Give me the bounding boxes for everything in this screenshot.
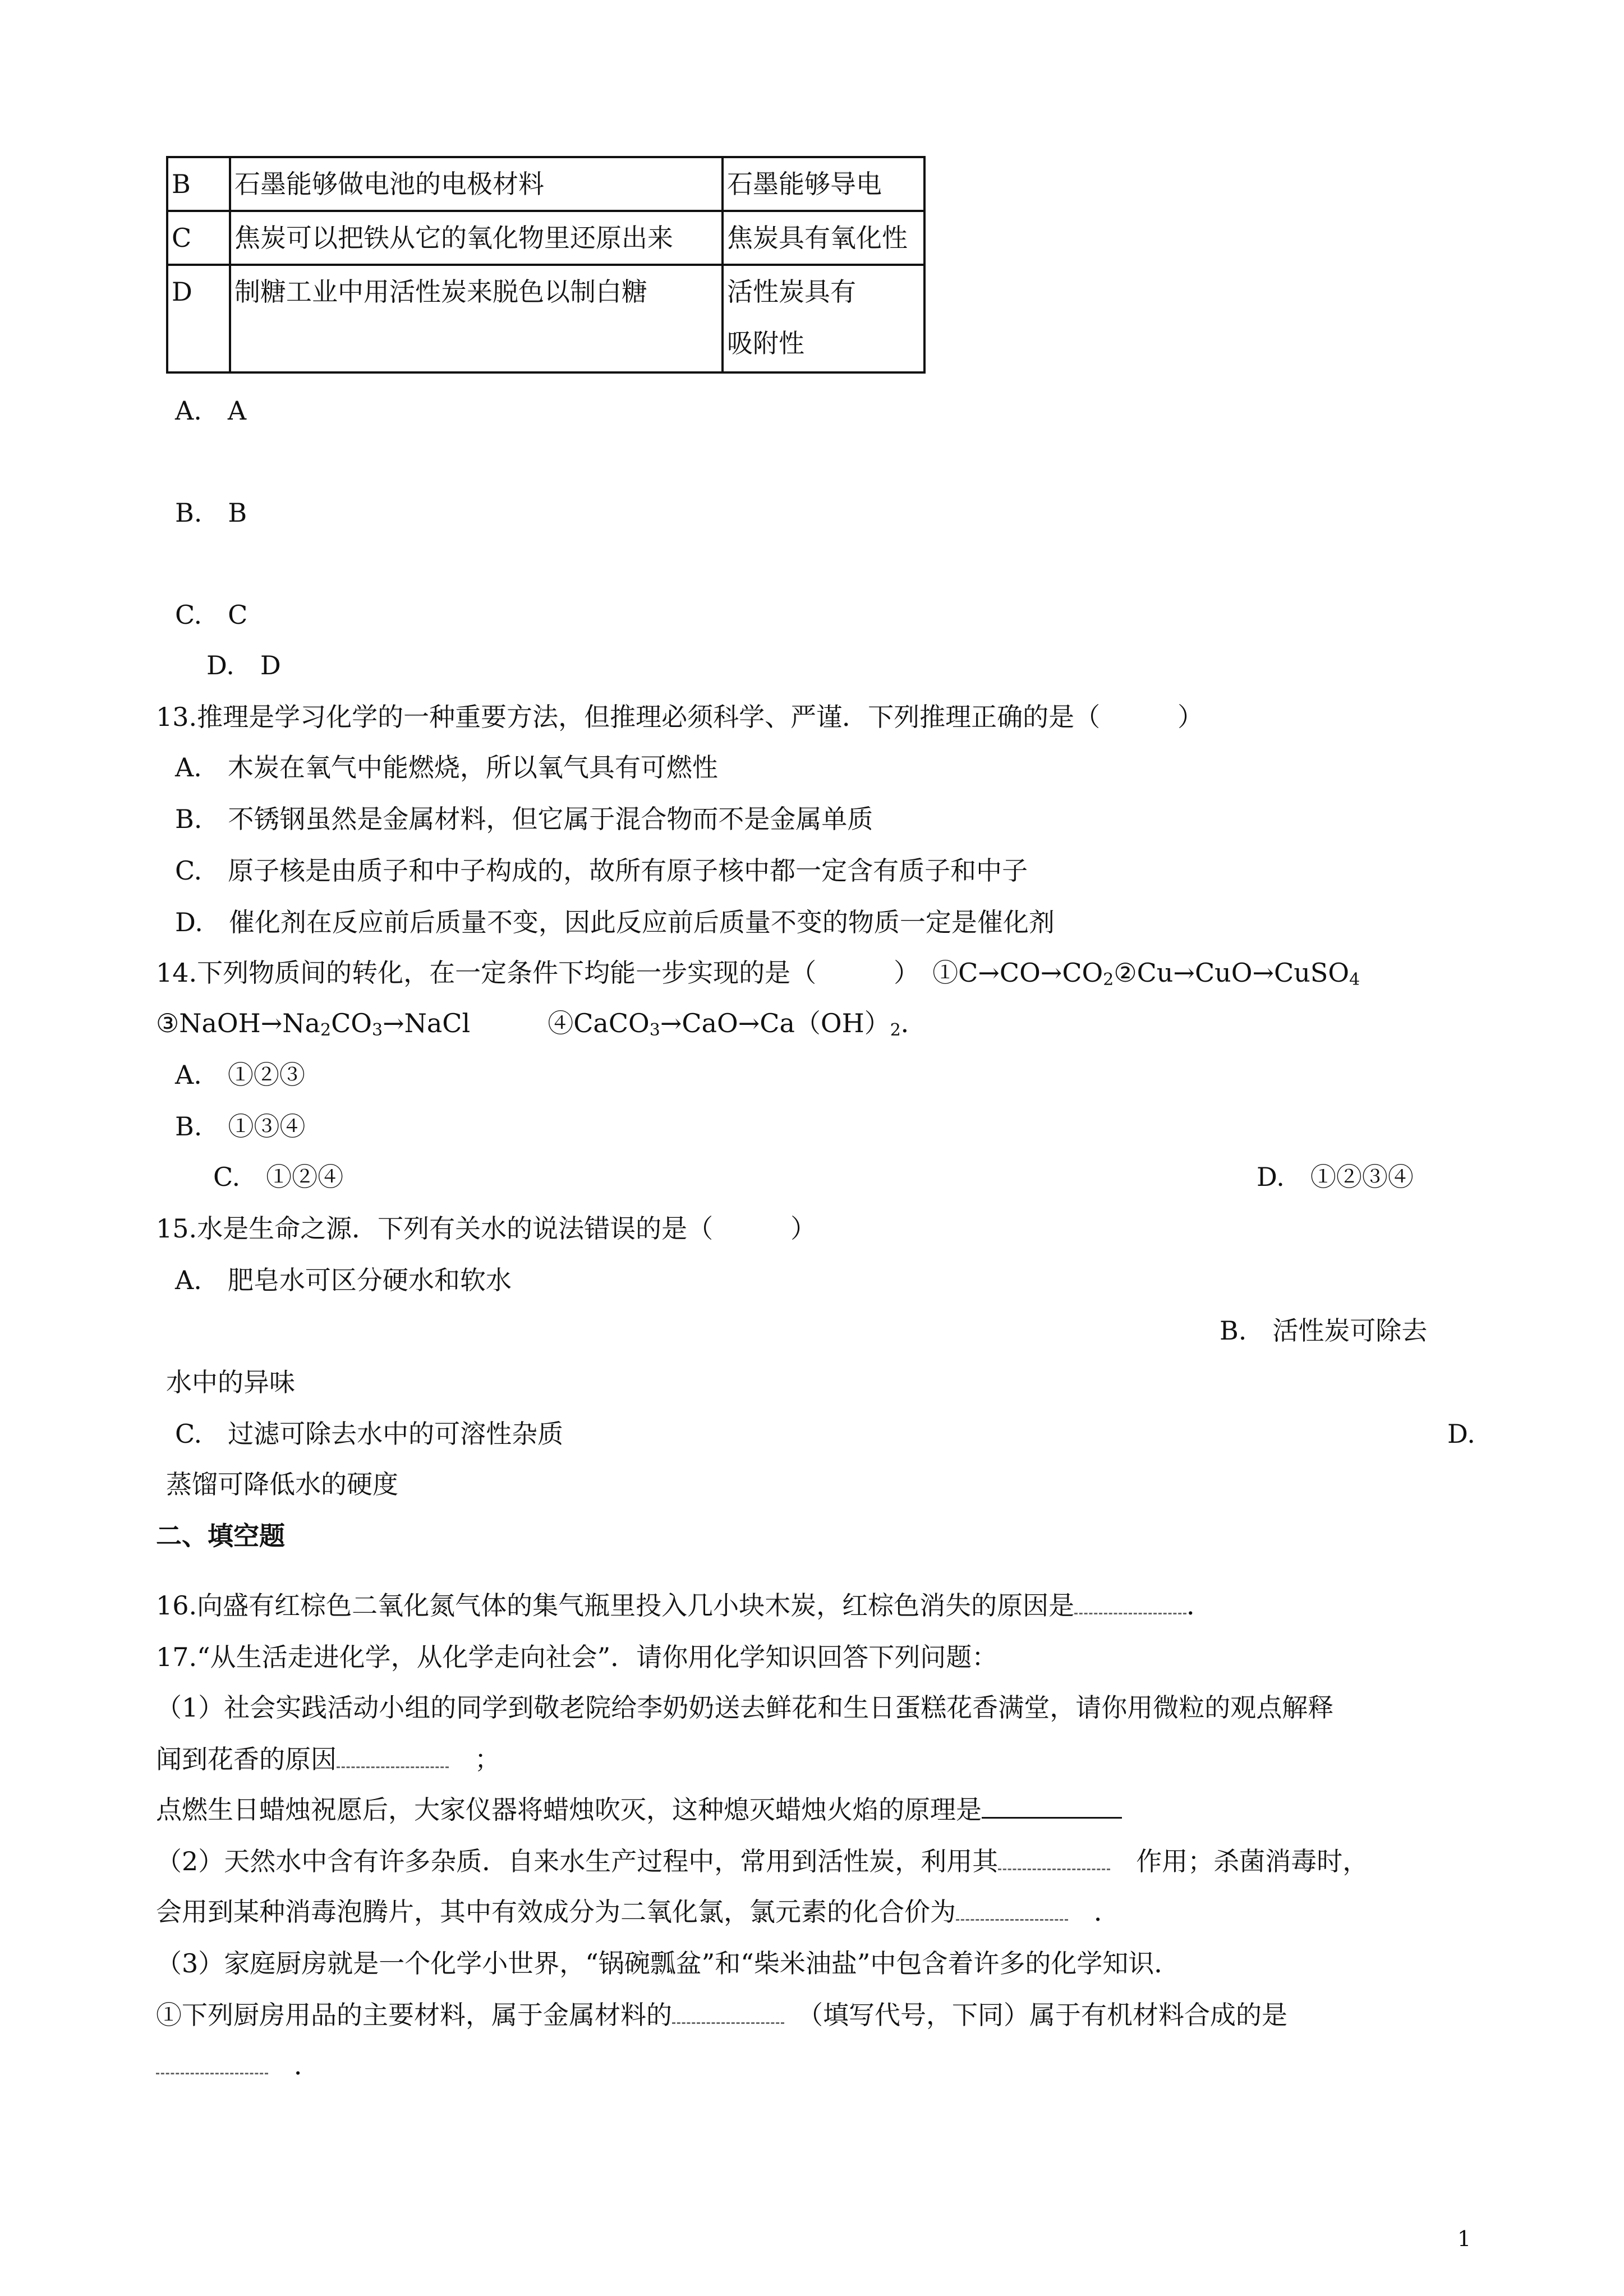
q14-option-b: B. ①③④ [175, 1111, 306, 1142]
formula-text: ． [900, 1008, 927, 1038]
q12-option-a: A. A [175, 395, 247, 426]
answer-blank[interactable] [956, 1919, 1068, 1921]
q14-stem-line2 [156, 1009, 927, 1041]
q15-option-d-cont: 蒸馏可降低水的硬度 [166, 1469, 398, 1499]
row-reason-line2: 吸附性 [727, 328, 804, 358]
q13-option-d: D. 催化剂在反应前后质量不变，因此反应前后质量不变的物质一定是催化剂 [175, 907, 1055, 937]
q17-p2-end: ． [1068, 1897, 1120, 1927]
q12-option-d: D. D [206, 650, 281, 680]
q17-part3-line2 [156, 2000, 1287, 2030]
q17-part2-line1 [156, 1847, 1368, 1876]
q14-stem [156, 958, 1360, 990]
q17-p1-end: ； [449, 1744, 500, 1774]
q15-option-c: C. 过滤可除去水中的可溶性杂质 [175, 1419, 564, 1449]
q17-part3-line1: （3）家庭厨房就是一个化学小世界，“锅碗瓢盆”和“柴米油盐”中包含着许多的化学知识． [156, 1948, 1180, 1978]
subscript: 4 [1349, 970, 1360, 990]
page-number: 1 [1457, 2226, 1471, 2251]
q17-p1-line3-text: 点燃生日蜡烛祝愿后，大家仪器将蜡烛吹灭，这种熄灭蜡烛火焰的原理是 [156, 1795, 982, 1825]
q14-stem-mid: ②Cu→CuO→CuSO [1114, 958, 1350, 988]
answer-blank[interactable] [1074, 1613, 1186, 1614]
table-row [167, 265, 924, 372]
q15-stem: 15.水是生命之源．下列有关水的说法错误的是（ ） [156, 1213, 817, 1244]
q13-stem: 13.推理是学习化学的一种重要方法，但推理必须科学、严谨．下列推理正确的是（ ） [156, 702, 1204, 732]
q17-p2-text: （2）天然水中含有许多杂质．自来水生产过程中，常用到活性炭，利用其 [156, 1846, 999, 1876]
row-phenomenon: 制糖工业中用活性炭来脱色以制白糖 [230, 265, 723, 372]
q17-part1-line2 [156, 1745, 500, 1774]
q15-option-d: D. [1447, 1419, 1475, 1449]
q12-option-b: B. B [175, 498, 247, 528]
table-row [167, 211, 924, 265]
q14-option-c: C. ①②④ [213, 1162, 344, 1192]
q13-option-a: A. 木炭在氧气中能燃烧，所以氧气具有可燃性 [175, 752, 718, 783]
question-12-table [166, 156, 926, 374]
answer-blank[interactable] [156, 2073, 268, 2074]
q17-part1-line3 [156, 1795, 1122, 1825]
q14-option-d: D. ①②③④ [1257, 1162, 1414, 1192]
subscript: 2 [320, 1020, 332, 1040]
q15-option-a: A. 肥皂水可区分硬水和软水 [175, 1265, 512, 1295]
row-reason: 焦炭具有氧化性 [723, 211, 924, 265]
subscript: 2 [890, 1020, 901, 1040]
answer-blank[interactable] [337, 1766, 449, 1768]
answer-blank[interactable] [672, 2022, 784, 2024]
q14-stem-text: 14.下列物质间的转化，在一定条件下均能一步实现的是（ ） ①C→CO→CO [156, 958, 1103, 988]
q16-stem: 16.向盛有红棕色二氧化氮气体的集气瓶里投入几小块木炭，红棕色消失的原因是 [156, 1590, 1075, 1621]
answer-blank[interactable] [998, 1869, 1110, 1870]
row-reason: 石墨能够导电 [723, 157, 924, 211]
q17-part3-line3 [156, 2051, 320, 2081]
q17-p3-text: ①下列厨房用品的主要材料，属于金属材料的 [156, 2000, 672, 2030]
subscript: 2 [1103, 970, 1114, 990]
answer-blank[interactable] [982, 1817, 1122, 1819]
subscript: 3 [649, 1020, 660, 1040]
section-heading: 二、填空题 [156, 1521, 285, 1551]
q17-p3-text-b: （填写代号，下同）属于有机材料合成的是 [784, 2000, 1287, 2030]
subscript: 3 [371, 1020, 383, 1040]
row-phenomenon: 石墨能够做电池的电极材料 [230, 157, 723, 211]
table-row [167, 157, 924, 211]
q14-option-a: A. ①②③ [175, 1060, 305, 1090]
q17-p2-text-b: 作用；杀菌消毒时， [1110, 1846, 1369, 1876]
q17-part2-line2 [156, 1897, 1120, 1927]
row-phenomenon: 焦炭可以把铁从它的氧化物里还原出来 [230, 211, 723, 265]
q17-p2-line2-text: 会用到某种消毒泡腾片，其中有效成分为二氧化氯，氯元素的化合价为 [156, 1897, 956, 1927]
q17-p1-text: 闻到花香的原因 [156, 1744, 337, 1774]
row-reason-line1: 活性炭具有 [727, 277, 856, 307]
q15-option-b-cont: 水中的异味 [166, 1367, 295, 1397]
q13-option-b: B. 不锈钢虽然是金属材料，但它属于混合物而不是金属单质 [175, 804, 873, 834]
q17-stem: 17.“从生活走进化学，从化学走向社会”．请你用化学知识回答下列问题： [156, 1642, 998, 1672]
formula-text: CO [331, 1008, 372, 1038]
q17-part1-line1: （1）社会实践活动小组的同学到敬老院给李奶奶送去鲜花和生日蛋糕花香满堂，请你用微粒的观点解释 [156, 1692, 1334, 1723]
q12-option-c: C. C [175, 600, 248, 630]
formula-text: →CaO→Ca（OH） [660, 1008, 890, 1038]
row-letter: B [167, 157, 230, 211]
q16-text [156, 1591, 1212, 1621]
q17-p3-end: ． [268, 2050, 320, 2081]
formula-text: →NaCl ④CaCO [383, 1008, 650, 1038]
row-letter: D [167, 265, 230, 372]
q16-end: ． [1186, 1590, 1213, 1621]
row-reason [723, 265, 924, 372]
formula-text: ③NaOH→Na [156, 1008, 320, 1038]
row-letter: C [167, 211, 230, 265]
q13-option-c: C. 原子核是由质子和中子构成的，故所有原子核中都一定含有质子和中子 [175, 855, 1028, 886]
q15-option-b: B. 活性炭可除去 [1220, 1315, 1428, 1346]
